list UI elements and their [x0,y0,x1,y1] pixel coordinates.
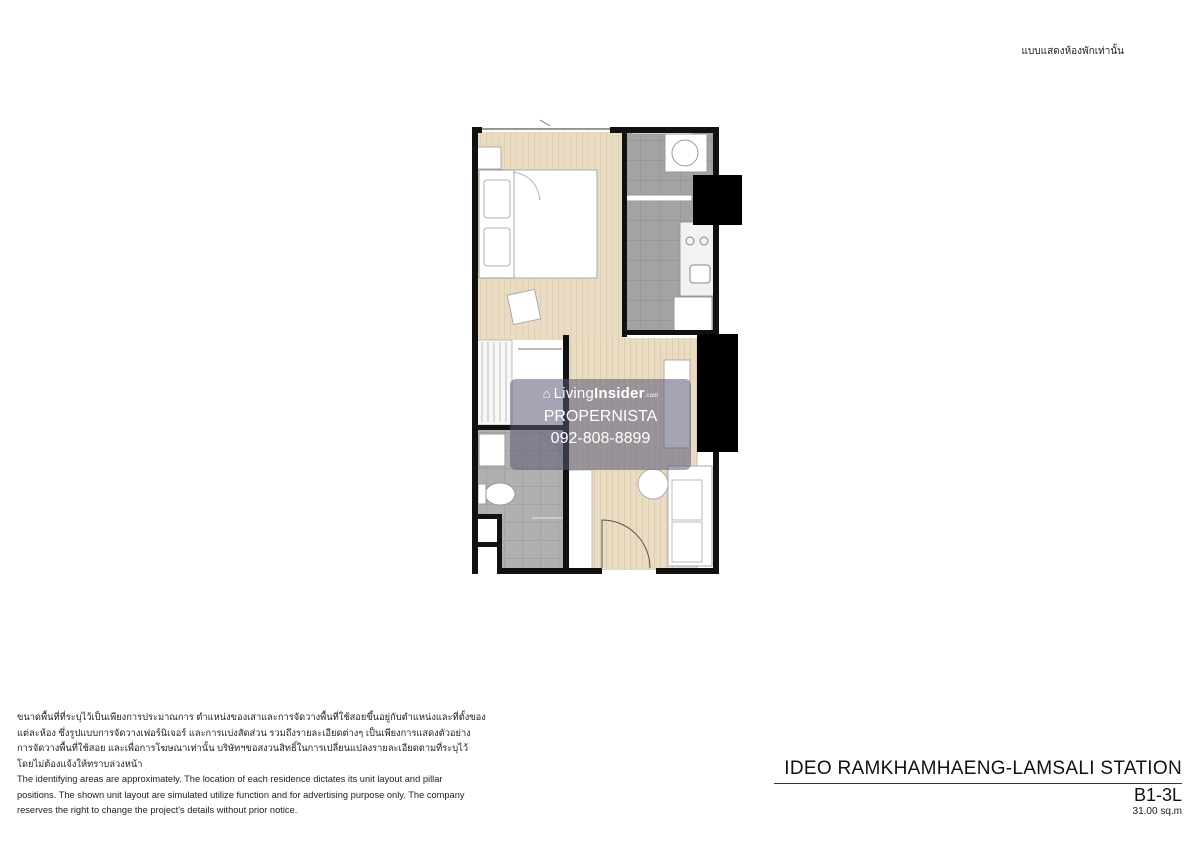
logo-suffix: .com [644,393,659,399]
nightstand [477,147,501,169]
balcony-strip [568,470,592,570]
disclaimer-english-line: reserves the right to change the project's details without prior notice. [17,805,298,815]
watermark [510,379,691,470]
pillow [484,180,510,218]
column [697,334,738,452]
project-name: IDEO RAMKHAMHAENG-LAMSALI STATION [784,758,1182,779]
header-note: แบบแสดงห้องพักเท่านั้น [1021,46,1124,57]
round-table [638,469,668,499]
disclaimer-thai-line: แต่ละห้อง ซึ่งรูปแบบการจัดวางเฟอร์นิเจอร์ และการแบ่งสัดส่วน รวมถึงรายละเอียดต่างๆ เป็นเพียงการแสดงตัวอย่าง [17,727,471,738]
unit-type: B1-3L [1133,785,1182,805]
unit-area: 31.00 sq.m [1132,806,1182,817]
watermark-phone: 092-808-8899 [550,430,651,447]
logo-light: Living [553,385,595,402]
watermark-agent: PROPERNISTA [543,408,658,425]
house-icon: ⌂ [542,386,551,401]
column [693,175,742,225]
fridge [674,297,712,331]
disclaimer [17,710,487,819]
kitchen-sink [690,265,710,283]
bed-sheet [514,170,597,278]
wash-basin [479,434,505,466]
disclaimer-thai-line: ขนาดพื้นที่ที่ระบุไว้เป็นเพียงการประมาณการ ตำแหน่งของเสาและการจัดวางพื้นที่ใช้สอยขึ้นอยู่กับตำแหน่งและที่ตั้งของ [17,712,486,722]
kitchen-counter [680,222,714,296]
watermark-logo [510,385,691,402]
shower-floor [500,518,565,570]
disclaimer-thai-line: โดยไม่ต้องแจ้งให้ทราบล่วงหน้า [17,758,143,769]
disclaimer-thai-line: การจัดวางพื้นที่ใช้สอย และเพื่อการโฆษณาเท่านั้น บริษัทฯขอสงวนสิทธิ์ในการเปลี่ยนแปลงรายละเอียดตามที่ระบุไว้ [17,743,469,753]
pillow [484,228,510,266]
title-divider [774,783,1182,784]
bedroom-chair [507,289,541,324]
disclaimer-english-line: The identifying areas are approximately. The location of each residence dictates its unit layout and pillar [17,774,443,784]
toilet [485,483,515,505]
logo-bold: Insider [594,385,645,402]
disclaimer-english-line: positions. The shown unit layout are simulated utilize function and for advertising purpose only. The company [17,789,465,800]
